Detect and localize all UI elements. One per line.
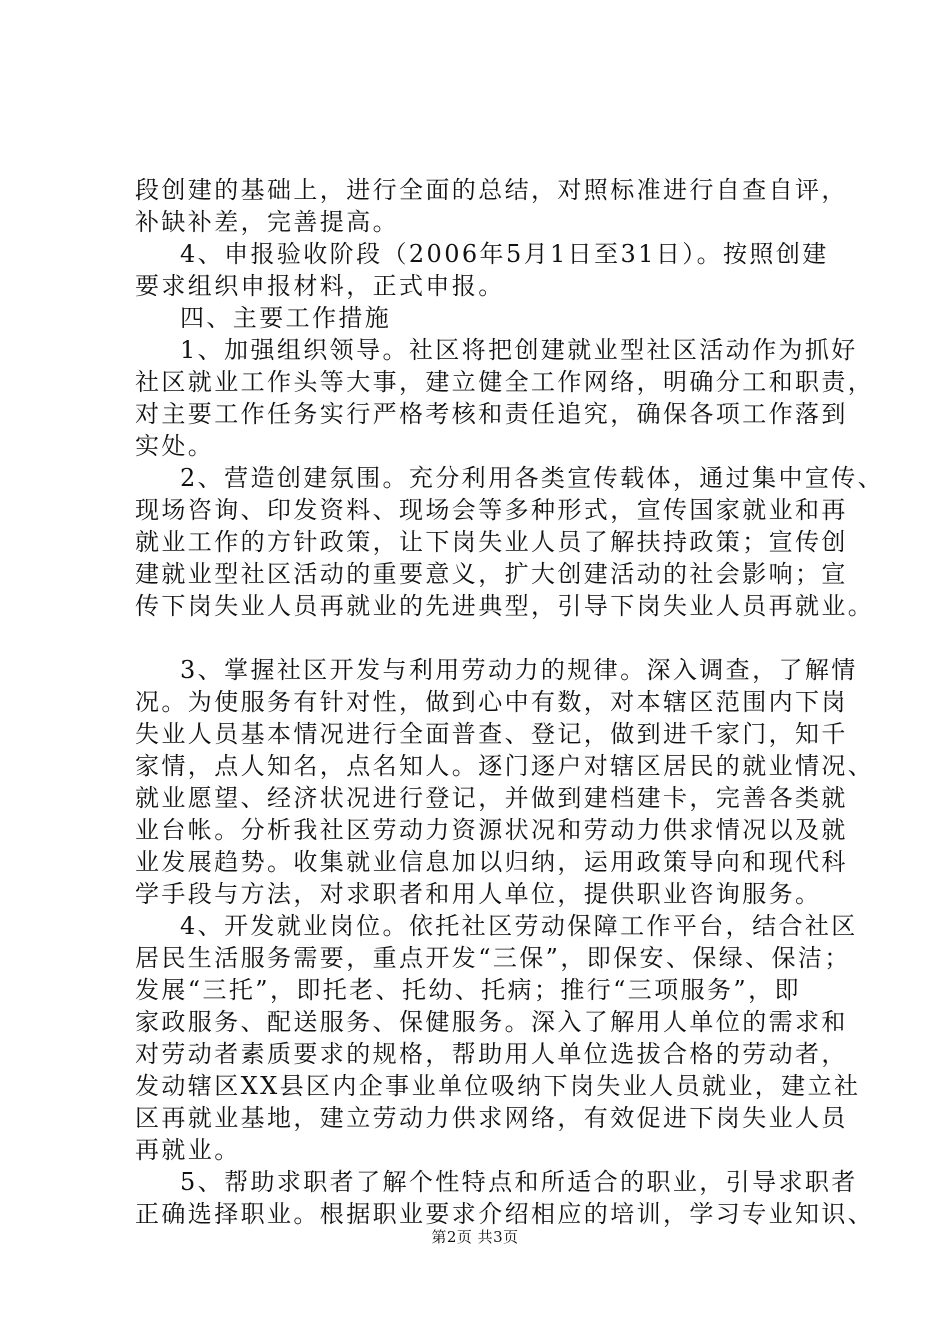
body-line: 就业愿望、经济状况进行登记，并做到建档建卡，完善各类就 — [135, 784, 848, 812]
body-line: 3、掌握社区开发与利用劳动力的规律。深入调查，了解情 — [180, 656, 858, 684]
body-line: 4、申报验收阶段（2006年5月1日至31日）。按照创建 — [180, 240, 829, 268]
body-line: 段创建的基础上，进行全面的总结，对照标准进行自查自评， — [135, 176, 848, 204]
body-line: 实处。 — [135, 432, 215, 460]
body-line: 要求组织申报材料，正式申报。 — [135, 272, 505, 300]
body-line: 家政服务、配送服务、保健服务。深入了解用人单位的需求和 — [135, 1008, 848, 1036]
body-line: 1、加强组织领导。社区将把创建就业型社区活动作为抓好 — [180, 336, 858, 364]
body-line: 现场咨询、印发资料、现场会等多种形式，宣传国家就业和再 — [135, 496, 848, 524]
body-line: 就业工作的方针政策，让下岗失业人员了解扶持政策；宣传创 — [135, 528, 848, 556]
body-line: 建就业型社区活动的重要意义，扩大创建活动的社会影响；宣 — [135, 560, 848, 588]
body-line: 正确选择职业。根据职业要求介绍相应的培训，学习专业知识、 — [135, 1200, 875, 1228]
body-line: 补缺补差，完善提高。 — [135, 208, 399, 236]
body-line: 再就业。 — [135, 1136, 241, 1164]
body-line: 发展“三托”，即托老、托幼、托病；推行“三项服务”，即 — [135, 976, 801, 1004]
body-line: 2、营造创建氛围。充分利用各类宣传载体，通过集中宣传、 — [180, 464, 885, 492]
body-line: 社区就业工作头等大事，建立健全工作网络，明确分工和职责， — [135, 368, 875, 396]
body-line: 家情，点人知名，点名知人。逐门逐户对辖区居民的就业情况、 — [135, 752, 875, 780]
body-line: 业发展趋势。收集就业信息加以归纳，运用政策导向和现代科 — [135, 848, 848, 876]
page-footer: 第2页 共3页 — [431, 1228, 519, 1246]
body-line: 对主要工作任务实行严格考核和责任追究，确保各项工作落到 — [135, 400, 848, 428]
body-line: 区再就业基地，建立劳动力供求网络，有效促进下岗失业人员 — [135, 1104, 848, 1132]
body-line: 传下岗失业人员再就业的先进典型，引导下岗失业人员再就业。 — [135, 592, 875, 620]
body-line: 5、帮助求职者了解个性特点和所适合的职业，引导求职者 — [180, 1168, 858, 1196]
body-line: 发动辖区XX县区内企事业单位吸纳下岗失业人员就业，建立社 — [135, 1072, 861, 1100]
body-line: 对劳动者素质要求的规格，帮助用人单位选拔合格的劳动者， — [135, 1040, 848, 1068]
body-line: 况。为使服务有针对性，做到心中有数，对本辖区范围内下岗 — [135, 688, 848, 716]
body-line: 居民生活服务需要，重点开发“三保”，即保安、保绿、保洁； — [135, 944, 851, 972]
section-heading: 四、主要工作措施 — [180, 304, 392, 332]
body-line: 学手段与方法，对求职者和用人单位，提供职业咨询服务。 — [135, 880, 822, 908]
body-line: 业台帐。分析我社区劳动力资源状况和劳动力供求情况以及就 — [135, 816, 848, 844]
body-line: 失业人员基本情况进行全面普查、登记，做到进千家门，知千 — [135, 720, 848, 748]
body-line: 4、开发就业岗位。依托社区劳动保障工作平台，结合社区 — [180, 912, 858, 940]
